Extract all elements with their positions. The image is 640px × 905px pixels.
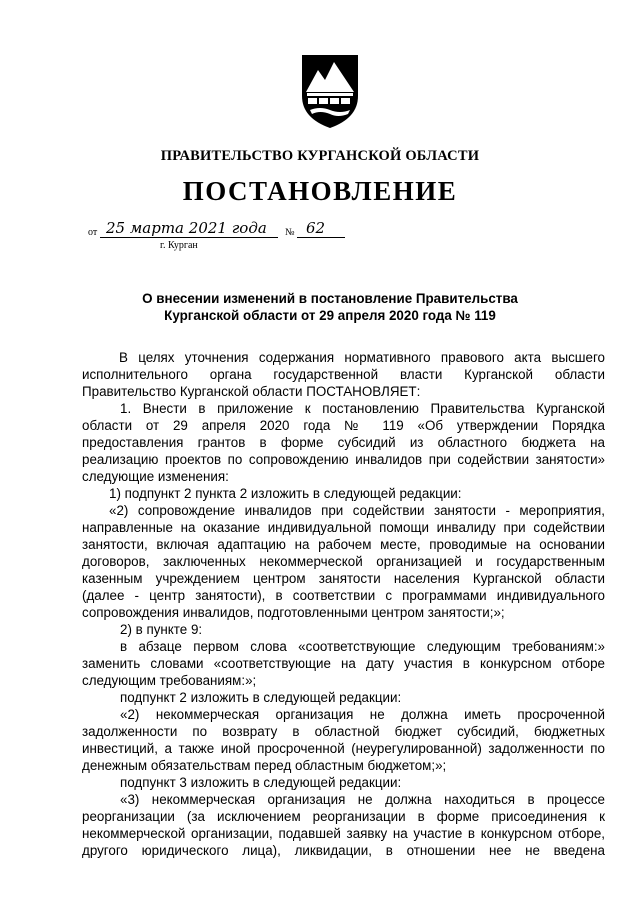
body-line: в абзаце первом слова «соответствующие следующим требованиям:»: [120, 639, 605, 654]
body-line: «2) сопровождение инвалидов при содействии занятости - мероприятия,: [109, 503, 605, 518]
handwritten-date: 25 марта 2021 года: [106, 219, 267, 237]
body-line: некоммерческой организации, подавшей заявку на участие в конкурсном отборе,: [82, 826, 605, 841]
body-line: следующие изменения:: [82, 469, 229, 484]
number-label: №: [285, 227, 295, 238]
title-line: О внесении изменений в постановление Правительства: [142, 291, 518, 306]
document-body: [82, 349, 605, 859]
title-line: Курганской области от 29 апреля 2020 года № 119: [164, 308, 496, 323]
document-type: ПОСТАНОВЛЕНИЕ: [182, 176, 458, 206]
body-line: подпункт 3 изложить в следующей редакции:: [120, 775, 402, 790]
body-line: предоставления грантов в форме субсидий из областного бюджета на: [82, 435, 605, 450]
number-underline: [297, 237, 345, 238]
body-line: 1) подпункт 2 пункта 2 изложить в следующей редакции:: [109, 486, 462, 501]
body-line: задолженности по возврату в областной бюджет субсидий, бюджетных: [82, 724, 605, 739]
body-line: подпункт 2 изложить в следующей редакции:: [120, 690, 402, 705]
city-label: г. Курган: [160, 240, 198, 251]
body-line: Правительство Курганской области ПОСТАНОВЛЯЕТ:: [82, 384, 421, 399]
body-line: следующим требованиям:»;: [82, 673, 257, 688]
body-line: 1. Внести в приложение к постановлению Правительства Курганской: [120, 401, 605, 416]
coat-of-arms-emblem: [298, 52, 362, 130]
body-line: заменить словами «соответствующие на дату участия в конкурсном отборе: [82, 656, 605, 671]
body-line: договоров, заключенных некоммерческой организацией и государственным: [82, 554, 605, 569]
date-number-line: [88, 221, 408, 263]
date-from-label: от: [88, 227, 98, 238]
body-line: (далее - центр занятости), в соответствии с программами индивидуального: [82, 588, 605, 603]
body-line: занятости, включая адаптацию на рабочем месте, проводимые на основании: [82, 537, 605, 552]
body-line: инвестиций, а также иной просроченной (неурегулированной) задолженности по: [82, 741, 605, 756]
body-line: «3) некоммерческая организация не должна находиться в процессе: [120, 792, 605, 807]
body-line: 2) в пункте 9:: [120, 622, 203, 637]
body-line: казенным учреждением центром занятости населения Курганской области: [82, 571, 605, 586]
body-line: «2) некоммерческая организация не должна иметь просроченной: [120, 707, 605, 722]
document-title: [60, 290, 600, 324]
body-line: исполнительного органа государственной власти Курганской области: [82, 367, 605, 382]
body-line: области от 29 апреля 2020 года № 119 «Об утверждении Порядка: [82, 418, 605, 433]
body-line: реализацию проектов по сопровождению инвалидов при содействии занятости»: [82, 452, 605, 467]
body-line: В целях уточнения содержания нормативного правового акта высшего: [119, 350, 605, 365]
handwritten-number: 62: [306, 219, 326, 237]
organization-name: ПРАВИТЕЛЬСТВО КУРГАНСКОЙ ОБЛАСТИ: [160, 148, 480, 164]
body-line: реорганизации (за исключением реорганизации в форме присоединения к: [82, 809, 605, 824]
body-line: другого юридического лица), ликвидации, в отношении нее не введена: [82, 843, 605, 858]
date-underline: [100, 237, 278, 238]
body-line: направленные на оказание индивидуальной помощи инвалиду при содействии: [82, 520, 605, 535]
body-line: денежным обязательствам перед областным бюджетом;»;: [82, 758, 447, 773]
body-line: сопровождения инвалидов, подготовленными центром занятости;»;: [82, 605, 505, 620]
